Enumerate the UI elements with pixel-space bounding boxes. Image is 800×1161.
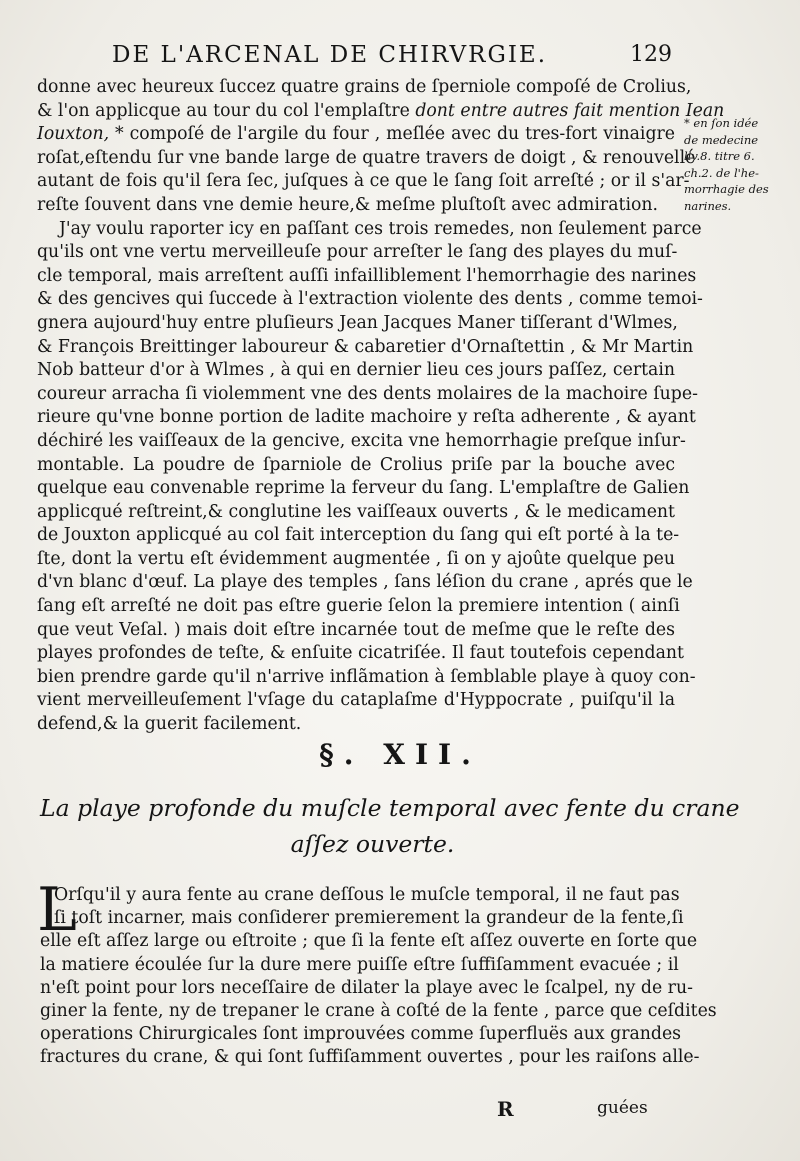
italic-reference: Iouxton, — [37, 124, 110, 145]
text-line: la matiere écoulée ſur la dure mere puiſſe eſtre ſuffiſamment evacuée ; il — [40, 954, 679, 975]
text-line: n'eſt point pour lors neceſſaire de dilater la playe avec le ſcalpel, ny de ru- — [40, 977, 693, 998]
section-title — [40, 790, 740, 862]
text-line: & François Breittinger laboureur & cabaretier d'Ornaſtettin , & Mr Martin — [37, 336, 694, 357]
text-line: Nob batteur d'or à Wlmes , à qui en dernier lieu ces jours paſſez, certain — [37, 360, 675, 381]
text-segment: * compoſé de l'argile du four , meſlée avec du tres-fort vinaigre — [109, 124, 675, 145]
text-line: bien prendre garde qu'il n'arrive inflãmation à ſemblable playe à quoy con- — [37, 666, 696, 687]
text-line: elle eſt aſſez large ou eſtroite ; que ſi la fente eſt aſſez ouverte en ſorte que — [40, 931, 698, 952]
text-line: que veut Veſal. ) mais doit eſtre incarnée tout de meſme que le reſte des — [37, 619, 675, 640]
catchword: guées — [597, 1098, 648, 1118]
section-number: §. XII. — [319, 738, 481, 771]
text-segment: & l'on applicque au tour du col l'emplaſtre — [37, 100, 410, 121]
text-line: déchiré les vaiſſeaux de la gencive, excita vne hemorrhagie preſque inſur- — [37, 430, 686, 451]
text-line: giner la fente, ny de trepaner le crane à coſté de la fente , parce que ceſdites — [40, 1000, 717, 1021]
text-line: ſi toſt incarner, mais conſiderer premierement la grandeur de la fente,ſi — [54, 908, 684, 929]
text-line — [37, 123, 675, 147]
margin-note-line: liv.8. titre 6. — [684, 149, 755, 163]
margin-note-line: * en ſon idée — [684, 116, 759, 130]
section-title-line: La playe profonde du muſcle temporal avec fente du crane — [40, 794, 740, 822]
text-line: rieure qu'vne bonne portion de ladite machoire y reſta adherente , & ayant — [37, 407, 696, 428]
margin-note-line: de medecine — [684, 132, 759, 147]
text-line: operations Chirurgicales ſont improuvées comme ſuperfluës aux grandes — [40, 1024, 682, 1045]
text-line: qu'ils ont vne vertu merveilleuſe pour arreſter le ſang des playes du muſ- — [37, 242, 678, 263]
text-line: reſte ſouvent dans vne demie heure,& meſme pluſtoſt avec admiration. — [37, 194, 658, 215]
text-line: gnera aujourd'huy entre pluſieurs Jean Jacques Maner tiſſerant d'Wlmes, — [37, 312, 678, 333]
text-line: J'ay voulu raporter icy en paſſant ces trois remedes, non ſeulement parce — [59, 218, 702, 239]
text-line: quelque eau convenable reprime la ferveur du ſang. L'emplaſtre de Galien — [37, 478, 690, 499]
text-line: playes profondes de teſte, & enſuite cicatriſée. Il faut toutefois cependant — [37, 643, 684, 664]
text-line: ſang eſt arreſté ne doit pas eſtre guerie ſelon la premiere intention ( ainſi — [37, 596, 680, 617]
text-line: de Jouxton applicqué au col fait interception du ſang qui eſt porté à la te- — [37, 525, 680, 546]
text-line: cle temporal, mais arreſtent auſſi infailliblement l'hemorrhagie des narines — [37, 265, 697, 286]
signature-mark: R — [497, 1097, 514, 1121]
section-title-line: aſſez ouverte. — [290, 830, 455, 858]
text-line: d'vn blanc d'œuf. La playe des temples , ſans léſion du crane , aprés que le — [37, 572, 693, 593]
text-line: ſte, dont la vertu eſt évidemment augmentée , ſi on y ajoûte quelque peu — [37, 548, 675, 569]
section-text — [40, 884, 717, 1070]
running-title: DE L'ARCENAL DE CHIRVRGIE. — [112, 42, 548, 68]
text-line: defend,& la guerit facilement. — [37, 714, 302, 735]
margin-note-line: narines. — [684, 198, 732, 213]
page-number: 129 — [630, 42, 672, 67]
text-line: fractures du crane, & qui ſont ſuffiſamment ouvertes , pour les raiſons alle- — [40, 1047, 700, 1068]
text-line: Orſqu'il y aura fente au crane deſſous le muſcle temporal, il ne faut pas — [54, 885, 680, 905]
margin-note — [684, 115, 798, 214]
text-line: autant de fois qu'il ſera ſec, juſques à ce que le ſang ſoit arreſté ; or il s'ar- — [37, 171, 690, 192]
text-line: & des gencives qui ſuccede à l'extraction violente des dents , comme temoi- — [37, 289, 703, 310]
italic-reference: dont entre autres fait mention Iean — [415, 100, 725, 121]
running-head — [112, 42, 672, 72]
drop-cap: L — [37, 875, 77, 945]
margin-note-line: morrhagie des — [684, 182, 769, 196]
margin-note-line: ch.2. de l'he- — [684, 165, 759, 180]
text-line: coureur arracha ſi violemment vne des dents molaires de la machoire ſupe- — [37, 383, 698, 404]
text-line — [37, 100, 725, 124]
text-line: montable. La poudre de ſparniole de Crolius priſe par la bouche avec — [37, 454, 675, 475]
text-line: donne avec heureux ſuccez quatre grains de ſperniole compoſé de Crolius, — [37, 77, 692, 97]
text-line: applicqué reſtreint,& conglutine les vaiſſeaux ouverts , & le medicament — [37, 501, 675, 522]
text-line: vient merveilleuſement l'vſage du cataplaſme d'Hyppocrate , puiſqu'il la — [37, 690, 675, 711]
text-line: roſat,eſtendu ſur vne bande large de quatre travers de doigt , & renouvellé — [37, 147, 696, 168]
